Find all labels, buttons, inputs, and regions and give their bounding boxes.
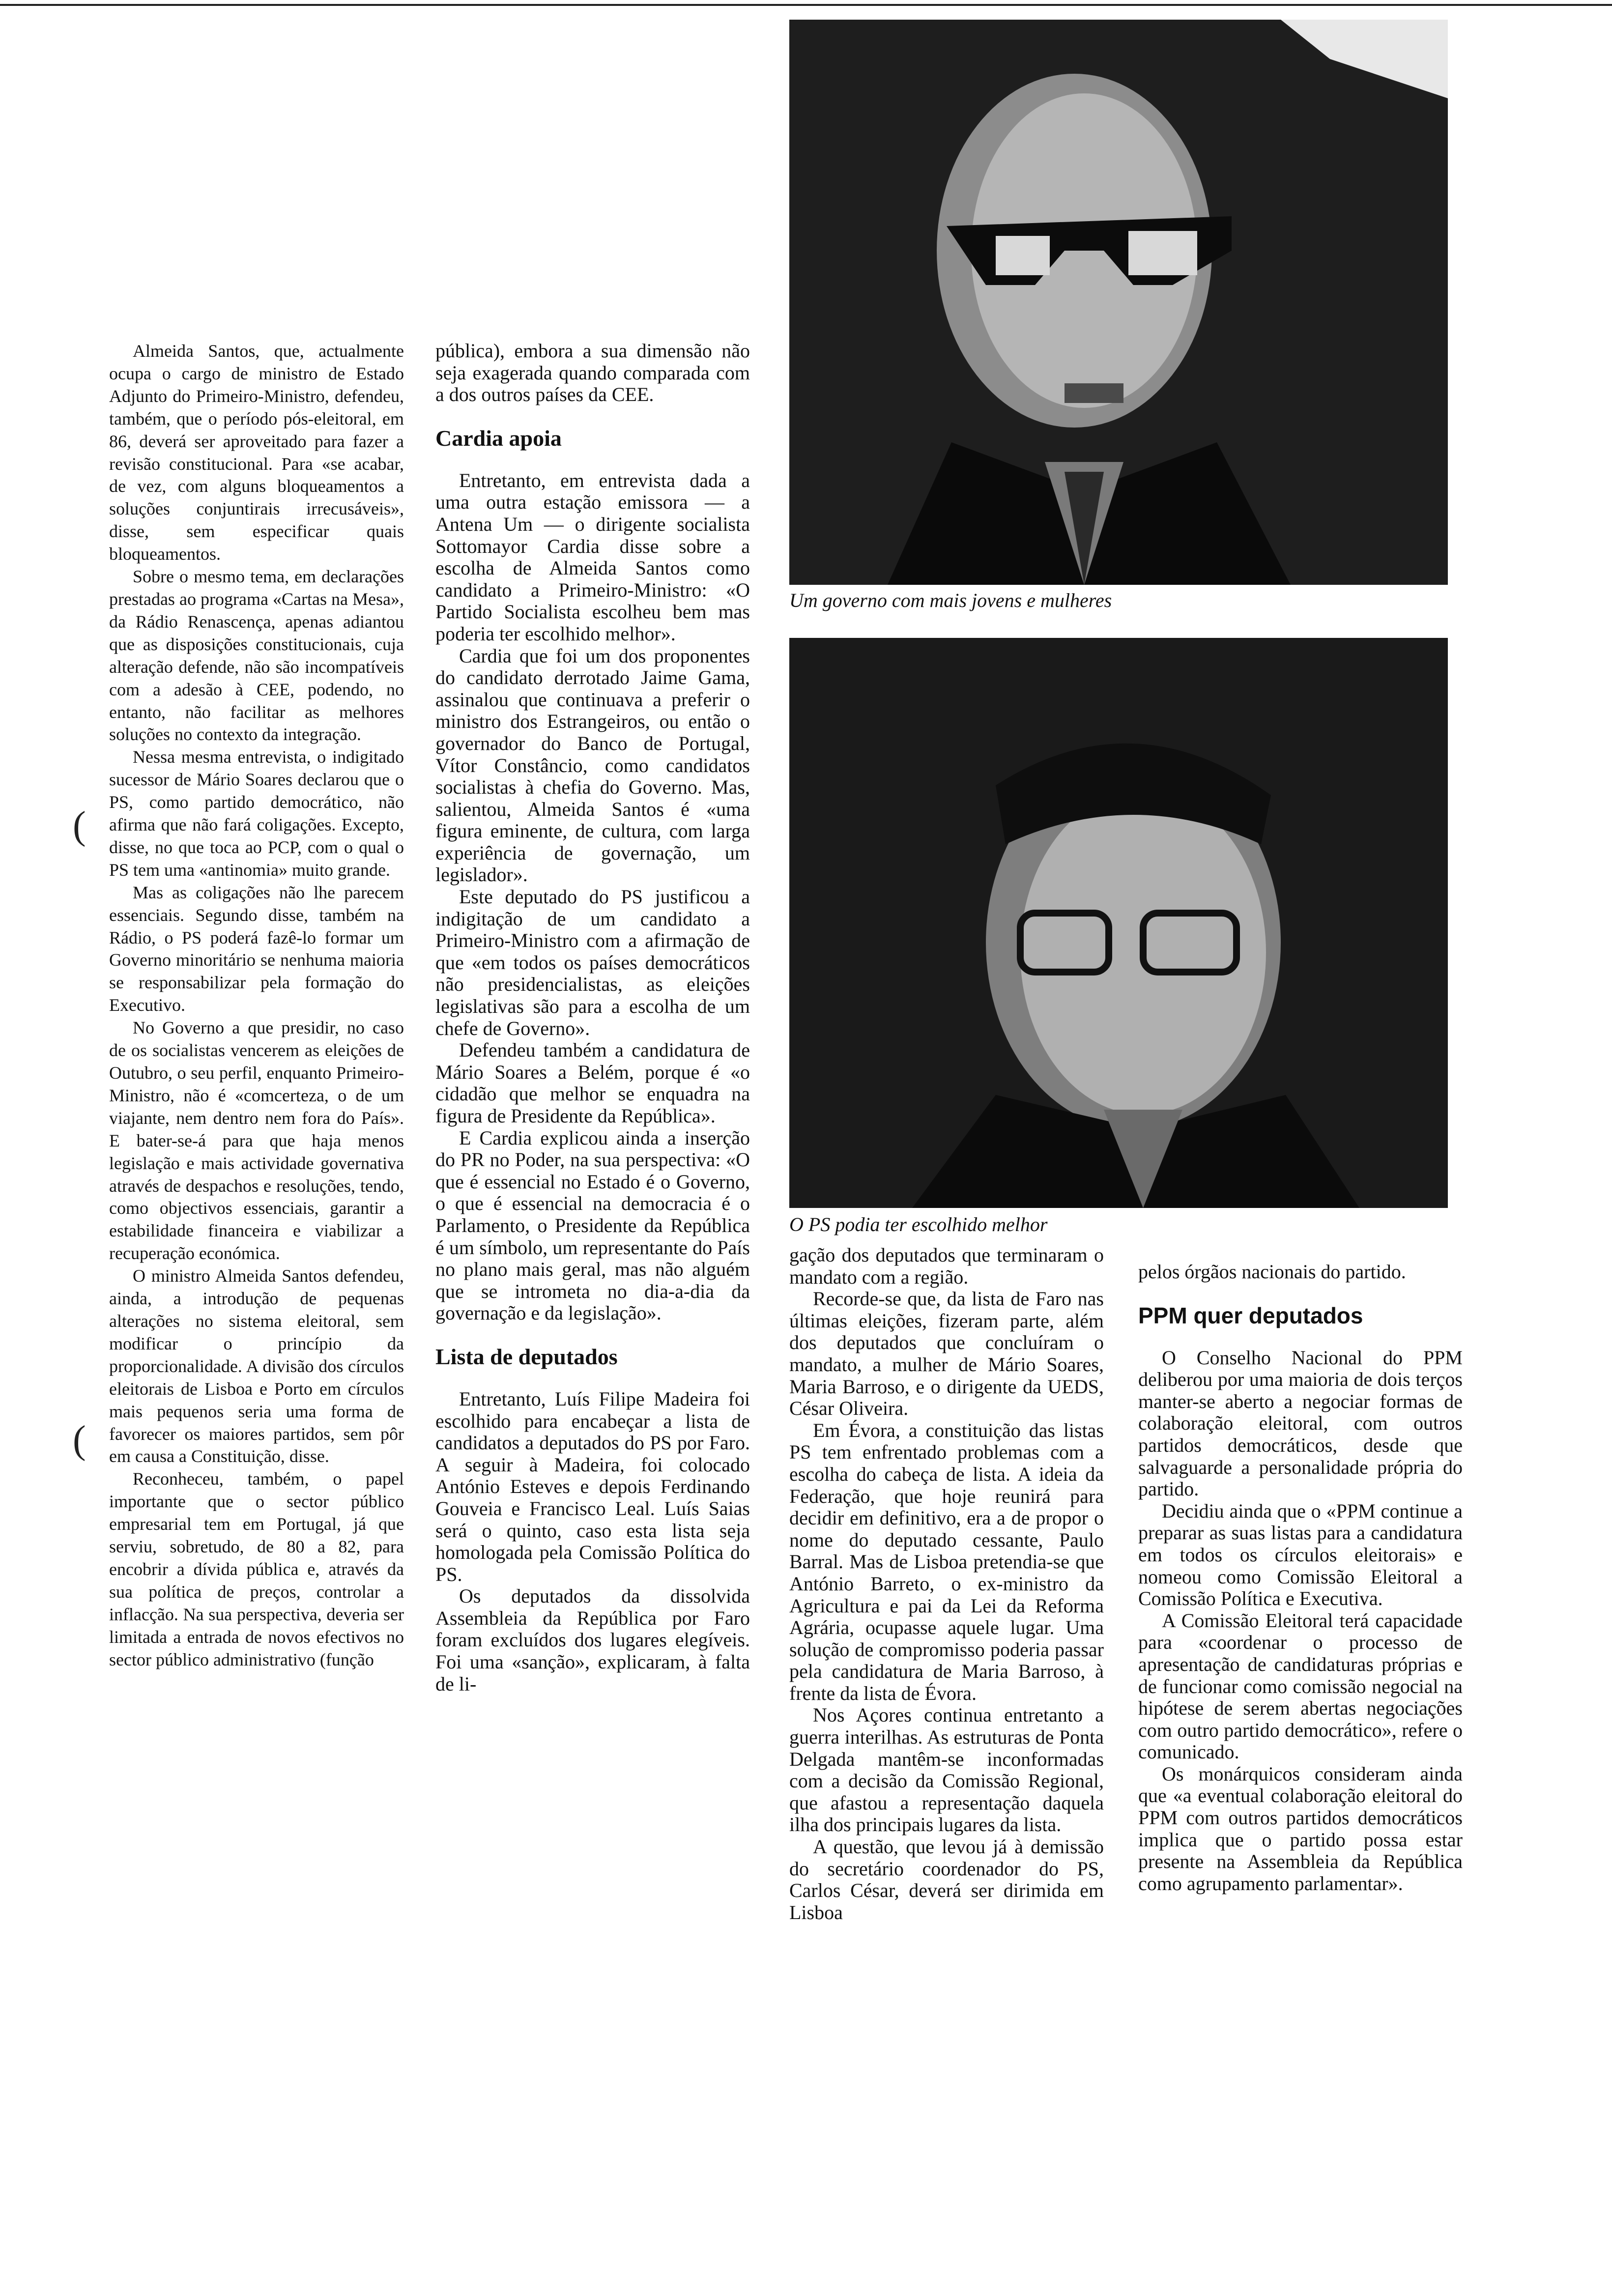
section-heading: Cardia apoia bbox=[435, 425, 562, 451]
article-column-2 bbox=[435, 340, 750, 1695]
paragraph: Reconheceu, também, o papel importante que o sector público empresarial tem em Portugal, já que serviu, sobretudo, de 80 a 82, para encobrir a dívida pública e, através da sua política de preços, controlar a inflacção. Na sua perspectiva, deveria ser limitada a entrada de novos efectivos no sector público administrativo (função bbox=[109, 1469, 404, 1669]
paragraph: Nessa mesma entrevista, o indigitado sucessor de Mário Soares declarou que o PS, como partido democrático, não afirma que não fará coligações. Excepto, disse, no que toca ao PCP, com o qual o PS tem uma «antinomia» muito grande. bbox=[109, 747, 404, 880]
paragraph: pública), embora a sua dimensão não seja exagerada quando comparada com a dos outros países da CEE. bbox=[435, 340, 750, 406]
portrait-photo-top-image bbox=[789, 20, 1448, 585]
article-column-1 bbox=[109, 340, 404, 1671]
paragraph: E Cardia explicou ainda a inserção do PR no Poder, na sua perspectiva: «O que é essencial no Estado é o Governo, o que é essencial na democracia é o Parlamento, o Presidente da República é um símbolo, um representante do País no plano mais geral, mas não alguém que se intrometa no dia-a-dia da governação e da legislação». bbox=[435, 1126, 750, 1324]
paragraph: Decidiu ainda que o «PPM continue a preparar as suas listas para a candidatura em todos os círculos eleitorais» e nomeou como Comissão Eleitoral a Comissão Política e Executiva. bbox=[1138, 1499, 1463, 1610]
article-column-3 bbox=[789, 1244, 1104, 1923]
paragraph: Sobre o mesmo tema, em declarações prestadas ao programa «Cartas na Mesa», da Rádio Renascença, apenas adiantou que as disposições constitucionais, cuja alteração defende, não são incompatíveis com a adesão à CEE, podendo, no entanto, não facilitar as melhores soluções no contexto da integração. bbox=[109, 567, 404, 745]
portrait-photo-bottom-image bbox=[789, 638, 1448, 1208]
paragraph: Em Évora, a constituição das listas PS tem enfrentado problemas com a escolha do cabeça de lista. A ideia da Federação, que hoje reunirá para decidir em definitivo, era a de propor o nome do deputado cessante, Paulo Barral. Mas de Lisboa pretendia-se que António Barreto, o ex-ministro da Agricultura e pai da Lei da Reforma Agrária, ocupasse aquele lugar. Uma solução de compromisso poderia passar pela candidatura de Maria Barroso, à frente da lista de Évora. bbox=[789, 1419, 1104, 1704]
article-column-4 bbox=[1138, 1261, 1463, 1894]
paragraph: Mas as coligações não lhe parecem essenciais. Segundo disse, também na Rádio, o PS poderá fazê-lo formar um Governo minoritário se nenhuma maioria se responsabilizar pela formação do Executivo. bbox=[109, 882, 404, 1015]
paragraph: O ministro Almeida Santos defendeu, ainda, a introdução de pequenas alterações no sistema eleitoral, sem modificar o princípio da proporcionalidade. A divisão dos círculos eleitorais de Lisboa e Porto em círculos mais pequenos seria uma forma de favorecer os maiores partidos, sem pôr em causa a Constituição, disse. bbox=[109, 1266, 404, 1466]
margin-mark: ( bbox=[73, 804, 86, 847]
paragraph: A questão, que levou já à demissão do secretário coordenador do PS, Carlos César, deverá ser dirimida em Lisboa bbox=[789, 1836, 1104, 1923]
paragraph: Almeida Santos, que, actualmente ocupa o cargo de ministro de Estado Adjunto do Primeiro-Ministro, defendeu, também, que o período pós-eleitoral, em 86, deverá ser aproveitado para fazer a revisão constitucional. Para «se acabar, de vez, com alguns bloqueamentos a soluções conjuntirais irrecusáveis», disse, sem especificar quais bloqueamentos. bbox=[109, 341, 404, 564]
paragraph: gação dos deputados que terminaram o mandato com a região. bbox=[789, 1244, 1104, 1288]
paragraph: Entretanto, em entrevista dada a uma outra estação emissora — a Antena Um — o dirigente socialista Sottomayor Cardia disse sobre a escolha de Almeida Santos como candidato a Primeiro-Ministro: «O Partido Socialista escolheu bem mas poderia ter escolhido melhor». bbox=[435, 469, 750, 645]
paragraph: A Comissão Eleitoral terá capacidade para «coordenar o processo de apresentação de candidaturas próprias e de funcionar como comissão negocial na hipótese de serem abertas negociações com outro partido democrático», refere o comunicado. bbox=[1138, 1609, 1463, 1763]
paragraph: No Governo a que presidir, no caso de os socialistas vencerem as eleições de Outubro, o seu perfil, enquanto Primeiro-Ministro, não é «comcerteza, o de um viajante, nem dentro nem fora do País». E bater-se-á para que haja menos legislação e mais actividade governativa através de despachos e resoluções, tendo, como objectivos essenciais, garantir a estabilidade financeira e viabilizar a recuperação económica. bbox=[109, 1018, 404, 1263]
paragraph: pelos órgãos nacionais do partido. bbox=[1138, 1261, 1406, 1283]
section-heading: PPM quer deputados bbox=[1138, 1302, 1363, 1328]
paragraph: Os deputados da dissolvida Assembleia da República por Faro foram excluídos dos lugares elegíveis. Foi uma «sanção», explicaram, à falta de li- bbox=[435, 1585, 750, 1695]
margin-mark: ( bbox=[73, 1418, 86, 1462]
paragraph: Este deputado do PS justificou a indigitação de um candidato a Primeiro-Ministro com a afirmação de que «em todos os países democráticos não presidencialistas, as eleições legislativas são para a escolha de um chefe de Governo». bbox=[435, 886, 750, 1039]
paragraph: O Conselho Nacional do PPM deliberou por uma maioria de dois terços manter-se aberto a negociar formas de colaboração eleitoral, com outros partidos democráticos, desde que salvaguarde a personalidade própria do partido. bbox=[1138, 1346, 1463, 1500]
photo-caption-bottom: O PS podia ter escolhido melhor bbox=[789, 1213, 1048, 1235]
paragraph: Os monárquicos consideram ainda que «a eventual colaboração eleitoral do PPM com outros partidos democráticos implica que o partido possa estar presente na Assembleia da República como agrupamento parlamentar». bbox=[1138, 1762, 1463, 1894]
section-heading: Lista de deputados bbox=[435, 1344, 618, 1369]
paragraph: Entretanto, Luís Filipe Madeira foi escolhido para encabeçar a lista de candidatos a deputados do PS por Faro. A seguir à Madeira, foi colocado António Esteves e depois Ferdinando Gouveia e Francisco Leal. Luís Saias será o quinto, caso esta lista seja homologada pela Comissão Política do PS. bbox=[435, 1387, 750, 1585]
portrait-photo-bottom bbox=[789, 638, 1448, 1208]
paragraph: Defendeu também a candidatura de Mário Soares a Belém, porque é «o cidadão que melhor se enquadra na figura de Presidente da República». bbox=[435, 1039, 750, 1127]
paragraph: Cardia que foi um dos proponentes do candidato derrotado Jaime Gama, assinalou que continuava a preferir o ministro dos Estrangeiros, ou então o governador do Banco de Portugal, Vítor Constâncio, como candidatos socialistas à chefia do Governo. Mas, salientou, Almeida Santos é «uma figura eminente, de cultura, com larga experiência de governação, um legislador». bbox=[435, 644, 750, 886]
photo-caption-top: Um governo com mais jovens e mulheres bbox=[789, 589, 1112, 611]
portrait-photo-top bbox=[789, 20, 1448, 585]
paragraph: Recorde-se que, da lista de Faro nas últimas eleições, fizeram parte, além dos deputados que concluíram o mandato, a mulher de Mário Soares, Maria Barroso, e o dirigente da UEDS, César Oliveira. bbox=[789, 1288, 1104, 1420]
paragraph: Nos Açores continua entretanto a guerra interilhas. As estruturas de Ponta Delgada mantêm-se inconformadas com a decisão da Comissão Regional, que afastou a representação daquela ilha dos principais lugares da lista. bbox=[789, 1704, 1104, 1836]
top-rule bbox=[0, 4, 1612, 6]
